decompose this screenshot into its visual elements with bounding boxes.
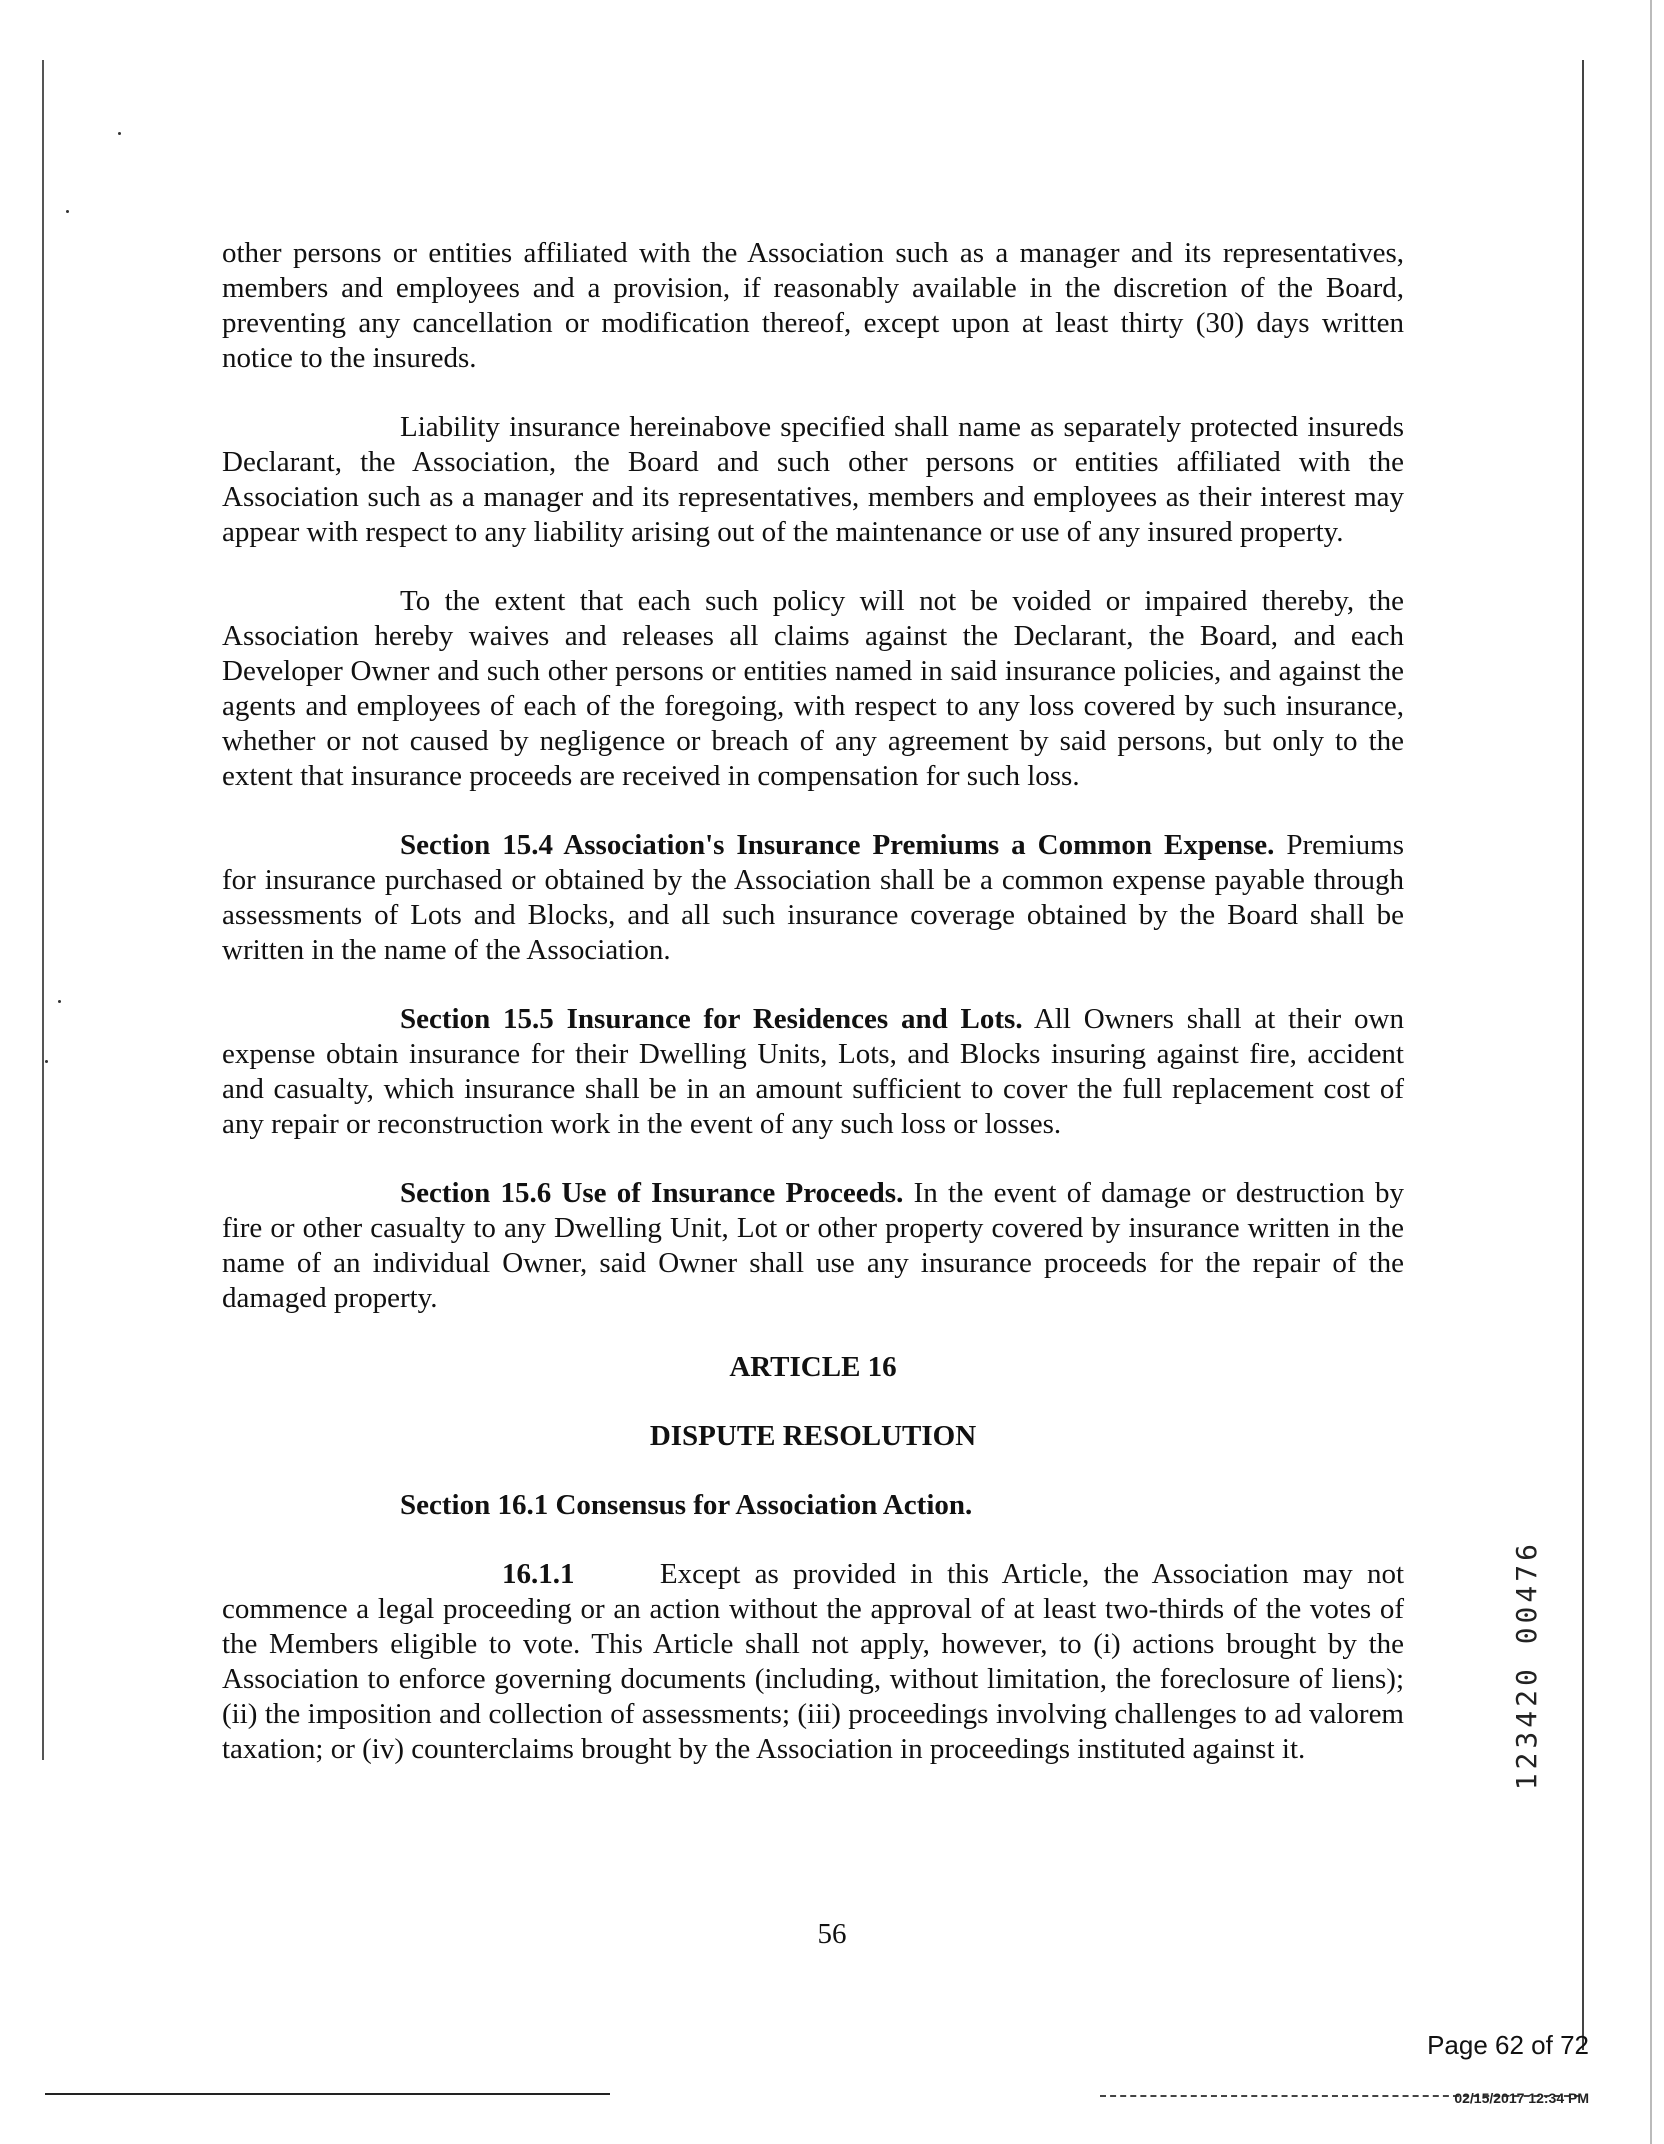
scan-speck (45, 1060, 48, 1063)
clause-16-1-1 (222, 1557, 1404, 1767)
article-title: DISPUTE RESOLUTION (649, 1420, 977, 1452)
scan-speck (66, 210, 69, 213)
scan-edge (1650, 0, 1652, 2144)
document-body (222, 236, 1404, 1767)
section-15-6 (222, 1176, 1404, 1316)
section-15-4-body: Premiums for insurance purchased or obtained by the Association shall be a common expense payable through assessments of Lots and Blocks, and all such insurance coverage obtained by the Board shall be written in the name of the Association. (222, 829, 1404, 966)
paragraph-waiver: To the extent that each such policy will not be voided or impaired thereby, the Association hereby waives and releases all claims against the Declarant, the Board, and each Developer Owner and such other persons or entities named in said insurance policies, and against the agents and employees of each of the foregoing, with respect to any loss covered by such insurance, whether or not caused by negligence or breach of any agreement by said persons, but only to the extent that insurance proceeds are received in compensation for such loss. (222, 585, 1404, 792)
paragraph-liability: Liability insurance hereinabove specified shall name as separately protected insureds Declarant, the Association, the Board and such other persons or entities affiliated with the Association such as a manager and its representatives, members and employees as their interest may appear with respect to any liability arising out of the maintenance or use of any insured property. (222, 411, 1404, 548)
section-15-4-title: Section 15.4 Association's Insurance Premiums a Common Expense. (400, 829, 1275, 861)
paragraph-continuation: other persons or entities affiliated with the Association such as a manager and its representatives, members and employees and a provision, if reasonably available in the discretion of the Board, preventing any cancellation or modification thereof, except upon at least thirty (30) days written notice to the insureds. (222, 237, 1404, 374)
clause-number: 16.1.1 (502, 1558, 575, 1590)
page-number: 56 (817, 1918, 847, 1950)
recording-stamp: 123420 00476 (1510, 1540, 1543, 1791)
section-15-5 (222, 1002, 1404, 1142)
section-15-4 (222, 828, 1404, 968)
section-15-6-title: Section 15.6 Use of Insurance Proceeds. (400, 1177, 904, 1209)
footer-rule (45, 2093, 610, 2095)
article-label: ARTICLE 16 (729, 1351, 897, 1383)
scan-border-right (1582, 60, 1584, 2050)
section-15-5-body: All Owners shall at their own expense obtain insurance for their Dwelling Units, Lots, and Blocks insuring against fire, accident and casualty, which insurance shall be in an amount sufficient to cover the full replacement cost of any repair or reconstruction work in the event of any such loss or losses. (222, 1003, 1404, 1140)
clause-body: Except as provided in this Article, the Association may not commence a legal proceeding or an action without the approval of at least two-thirds of the votes of the Members eligible to vote. This Article shall not apply, however, to (i) actions brought by the Association to enforce governing documents (including, without limitation, the foreclosure of liens); (ii) the imposition and collection of assessments; (iii) proceedings involving challenges to ad valorem taxation; or (iv) counterclaims brought by the Association in proceedings instituted against it. (222, 1558, 1405, 1765)
section-15-5-title: Section 15.5 Insurance for Residences and Lots. (400, 1003, 1023, 1035)
filing-timestamp: 02/15/2017 12:34 PM (1454, 2090, 1589, 2106)
scan-speck (58, 1000, 61, 1003)
section-15-6-body: In the event of damage or destruction by fire or other casualty to any Dwelling Unit, Lot or other property covered by insurance written in the name of an individual Owner, said Owner shall use any insurance proceeds for the repair of the damaged property. (222, 1177, 1404, 1314)
page-count: Page 62 of 72 (1427, 2030, 1589, 2060)
scan-speck (118, 132, 121, 135)
scan-border-left (42, 60, 44, 1760)
section-16-1-title: Section 16.1 Consensus for Association Action. (400, 1489, 973, 1521)
